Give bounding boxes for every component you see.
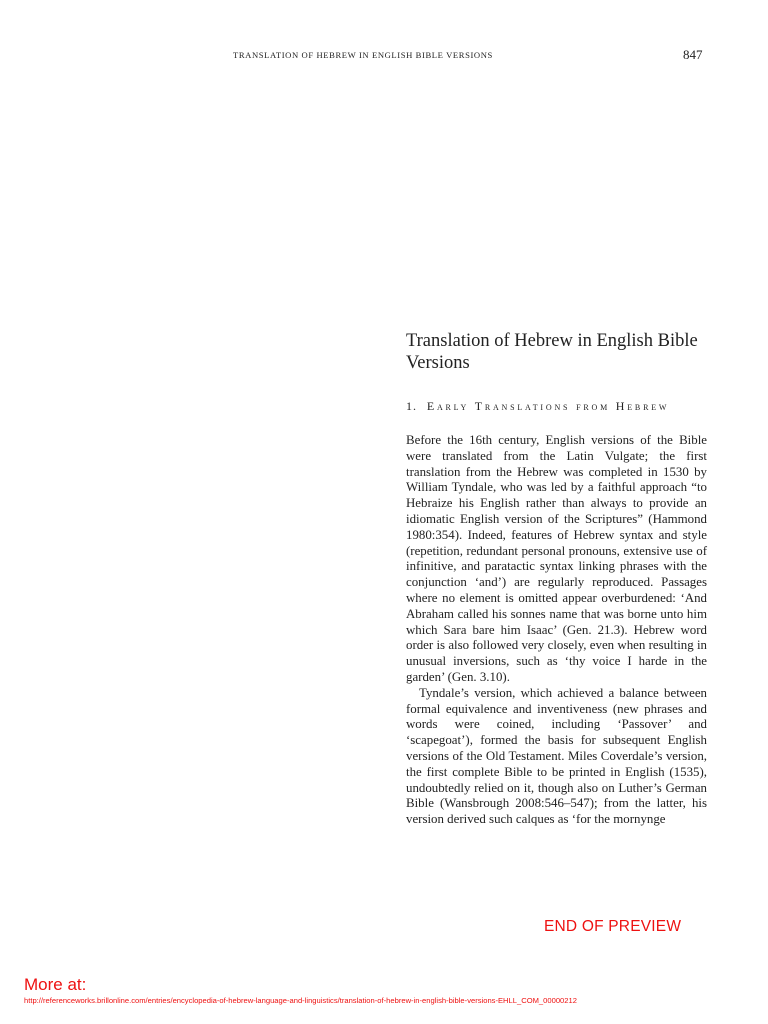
page-number: 847 [683,47,703,62]
running-title: TRANSLATION OF HEBREW IN ENGLISH BIBLE VERSIONS [233,50,493,60]
section-title: Early Translations from Hebrew [426,399,670,413]
running-head [0,47,768,66]
section-heading [406,398,707,414]
article-title: Translation of Hebrew in English Bible Versions [406,331,698,373]
source-url-link[interactable]: http://referenceworks.brillonline.com/entries/encyclopedia-of-hebrew-language-and-linguistics/translation-of-hebrew-in-english-bible-versions-EHLL_COM_00000212 [24,996,577,1005]
article-body [406,433,707,828]
paragraph-2: Tyndale’s version, which achieved a balance between formal equivalence and inventiveness (new phrases and words were coined, including ‘Passover’ and ‘scapegoat’), formed the basis for subsequent English versions of the Old Testament. Miles Coverdale’s version, the first complete Bible to be printed in English (1535), undoubtedly relied on it, though also on Luther’s German Bible (Wansbrough 2008:546–547); from the latter, his version derived such calques as ‘for the mornynge [406,685,707,827]
section-number: 1. [406,399,417,413]
paragraph-1: Before the 16th century, English versions of the Bible were translated from the Latin Vulgate; the first translation from the Hebrew was completed in 1530 by William Tyndale, who was led by a faithful approach “to Hebraize his English rather than always to provide an idiomatic English version of the Scriptures” (Hammond 1980:354). Indeed, features of Hebrew syntax and style (repetition, redundant personal pronouns, extensive use of infinitive, and paratactic syntax linking phrases with the conjunction ‘and’) are regularly reproduced. Passages where no element is omitted appear overburdened: ‘And Abraham called his sonnes name that was borne unto him which Sara bare him Isaac’ (Gen. 21.3). Hebrew word order is also followed very closely, even when resulting in unusual inversions, such as ‘thy voice I harde in the garden’ (Gen. 3.10). [406,433,707,684]
more-at-label: More at: [24,975,87,994]
end-of-preview-label: END OF PREVIEW [544,918,682,935]
article [406,330,707,828]
